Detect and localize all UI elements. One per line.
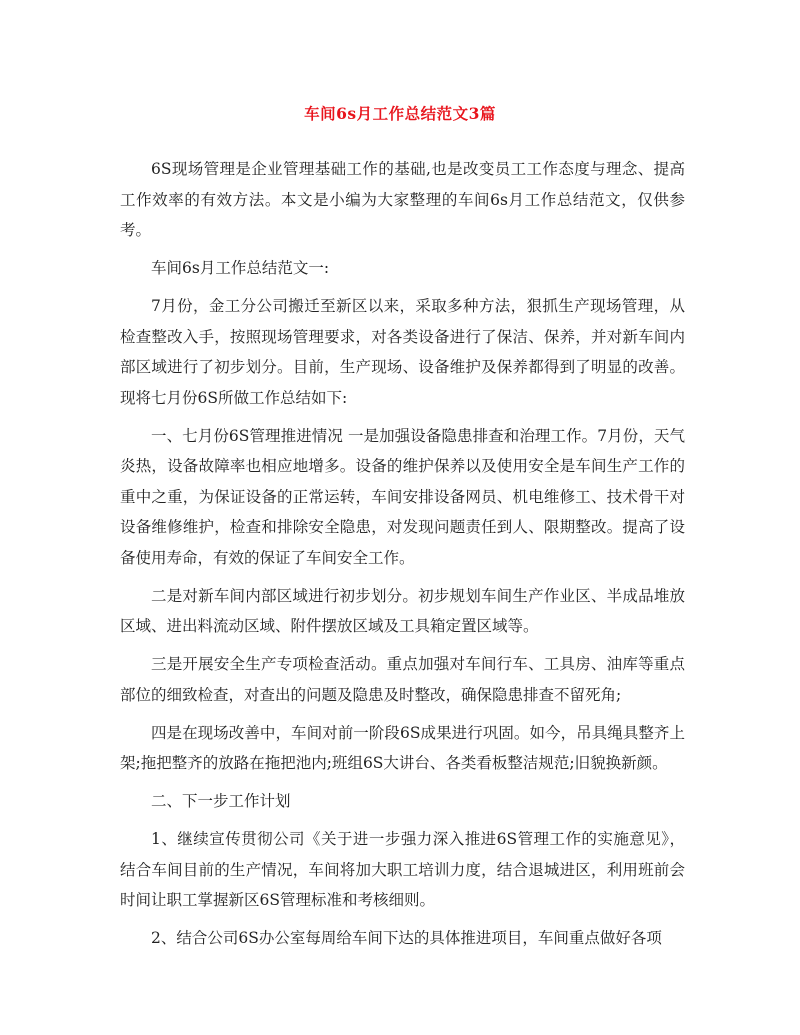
document-title: 车间6s月工作总结范文3篇 bbox=[304, 104, 496, 123]
paragraph-plan-item-2: 2、结合公司6S办公室每周给车间下达的具体推进项目，车间重点做好各项 bbox=[151, 929, 662, 947]
paragraph-heading-sample-one: 车间6s月工作总结范文一: bbox=[151, 259, 330, 277]
paragraph-next-plan-heading: 二、下一步工作计划 bbox=[151, 792, 291, 810]
paragraph-plan-item-1: 1、继续宣传贯彻公司《关于进一步强力深入推进6S管理工作的实施意见》，结合车间目前的生产情况，车间将加大职工培训力度，结合退城进区，利用班前会时间让职工掌握新区6S管理标准和考核细则。 bbox=[120, 830, 685, 909]
paragraph-july-overview: 7月份，金工分公司搬迁至新区以来，采取多种方法，狠抓生产现场管理，从检查整改入手，按照现场管理要求，对各类设备进行了保洁、保养，并对新车间内部区域进行了初步划分。目前，生产现场、设备维护及保养都得到了明显的改善。现将七月份6S所做工作总结如下: bbox=[120, 297, 685, 407]
paragraph-area-division: 二是对新车间内部区域进行初步划分。初步规划车间生产作业区、半成品堆放区域、进出料流动区域、附件摆放区域及工具箱定置区域等。 bbox=[120, 586, 685, 635]
paragraph-equipment-maintenance: 一、七月份6S管理推进情况 一是加强设备隐患排查和治理工作。7月份，天气炎热，设备故障率也相应地增多。设备的维护保养以及使用安全是车间生产工作的重中之重，为保证设备的正常运转，车间安排设备网员、机电维修工、技术骨干对设备维修维护，检查和排除安全隐患，对发现问题责任到人、限期整改。提高了设备使用寿命，有效的保证了车间安全工作。 bbox=[120, 426, 685, 567]
paragraph-safety-inspection: 三是开展安全生产专项检查活动。重点加强对车间行车、工具房、油库等重点部位的细致检查，对查出的问题及隐患及时整改，确保隐患排查不留死角; bbox=[120, 655, 685, 704]
document-body bbox=[120, 154, 685, 961]
paragraph-intro: 6S现场管理是企业管理基础工作的基础,也是改变员工工作态度与理念、提高工作效率的有效方法。本文是小编为大家整理的车间6s月工作总结范文，仅供参考。 bbox=[120, 160, 685, 239]
paragraph-site-improvement: 四是在现场改善中，车间对前一阶段6S成果进行巩固。如今，吊具绳具整齐上架;拖把整齐的放路在拖把池内;班组6S大讲台、各类看板整洁规范;旧貌换新颜。 bbox=[120, 723, 685, 772]
